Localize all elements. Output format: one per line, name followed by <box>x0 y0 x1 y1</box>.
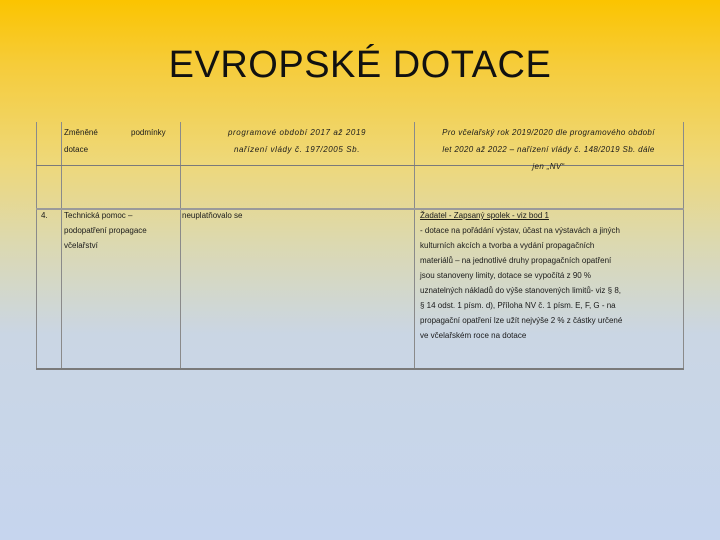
table-border-right <box>683 122 684 370</box>
header-word: dotace <box>64 145 89 154</box>
header-line: programové období 2017 až 2019 <box>227 128 367 137</box>
table-col-divider <box>180 122 181 370</box>
header-cell-old-period <box>182 124 412 158</box>
header-cell-conditions <box>64 124 176 158</box>
header-cell-new-period <box>416 124 681 175</box>
dotace-table <box>36 122 684 370</box>
detail-line: § 14 odst. 1 písm. d), Příloha NV č. 1 písm. E, F, G - na <box>420 301 616 310</box>
slide-title: EVROPSKÉ DOTACE <box>168 44 552 86</box>
header-line: let 2020 až 2022 – nařízení vlády č. 148/2019 Sb. dále <box>442 145 655 154</box>
header-line: jen „NV“ <box>532 162 565 171</box>
header-word: podmínky <box>131 128 166 137</box>
header-word: Změněné <box>64 128 98 137</box>
detail-line: kulturních akcích a tvorba a vydání propagačních <box>420 241 595 250</box>
detail-line: - dotace na pořádání výstav, účast na výstavách a jiných <box>420 226 620 235</box>
table-col-divider <box>414 122 415 370</box>
measure-line: Technická pomoc – <box>64 211 133 220</box>
detail-line: ve včelařském roce na dotace <box>420 331 527 340</box>
table-bottom-border <box>36 368 684 370</box>
table-col-divider <box>61 122 62 370</box>
measure-line: podopatření propagace <box>64 226 147 235</box>
table-border-left <box>36 122 37 370</box>
header-line: Pro včelařský rok 2019/2020 dle programového období <box>442 128 655 137</box>
row-number: 4. <box>41 211 48 220</box>
old-period-value: neuplatňovalo se <box>182 211 243 220</box>
detail-line: materiálů – na jednotlivé druhy propagačních opatření <box>420 256 612 265</box>
measure-line: včelařství <box>64 241 98 250</box>
detail-line: uznatelných nákladů do výše stanovených limitů- viz § 8, <box>420 286 621 295</box>
applicant-line: Žadatel - Zapsaný spolek - viz bod 1 <box>420 211 549 220</box>
measure-cell <box>64 208 178 253</box>
detail-line: jsou stanoveny limity, dotace se vypočítá z 90 % <box>420 271 592 280</box>
header-line: nařízení vlády č. 197/2005 Sb. <box>233 145 361 154</box>
new-period-cell <box>420 208 682 343</box>
detail-line: propagační opatření lze užít nejvýše 2 % z částky určené <box>420 316 623 325</box>
